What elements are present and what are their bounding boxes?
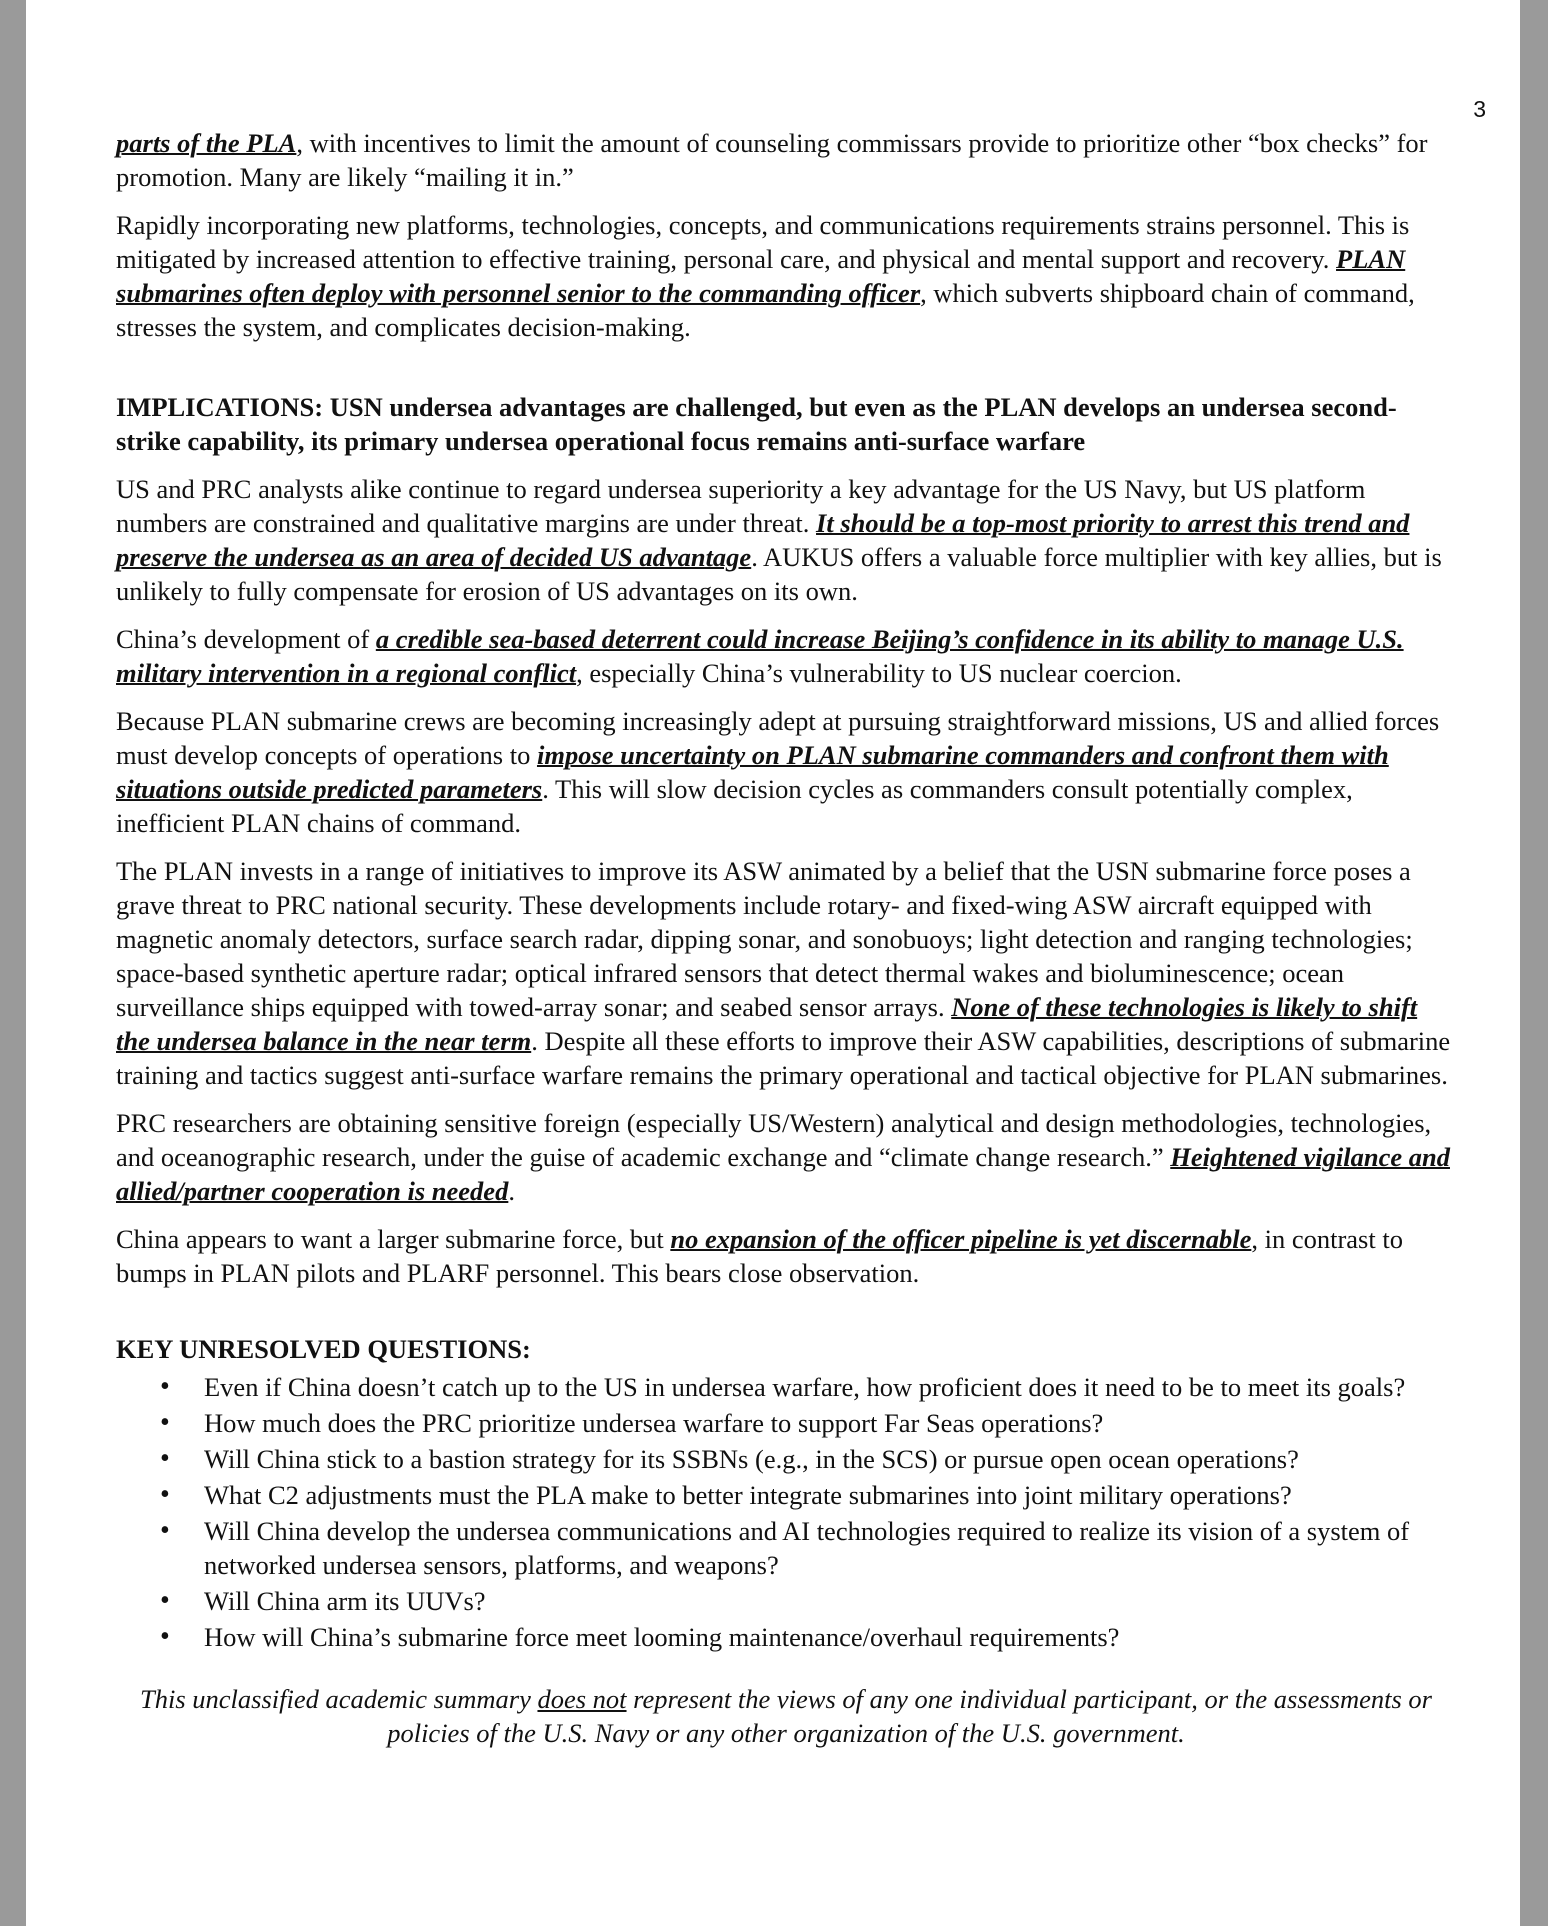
paragraph-personnel [116,208,1456,344]
emphasis-text: no expansion of the officer pipeline is yet discernable [670,1224,1252,1254]
list-item: • How much does the PRC prioritize undersea warfare to support Far Seas operations? [204,1406,1456,1440]
page-content [116,126,1456,1750]
paragraph-commissars [116,126,1456,194]
disclaimer-text: represent the views of any one individual participant, or the assessments or policies of the U.S. Navy or any other organization of the U.S. government. [387,1684,1432,1748]
body-text: , especially China’s vulnerability to US nuclear coercion. [576,658,1182,688]
emphasis-text: impose uncertainty on PLAN submarine commanders and confront them with situations outside predicted parameters [116,740,1389,804]
list-item: • Will China develop the undersea communications and AI technologies required to realize its vision of a system of networked undersea sensors, platforms, and weapons? [204,1514,1456,1582]
body-text: . AUKUS offers a valuable force multiplier with key allies, but is unlikely to fully compensate for erosion of US advantages on its own. [116,542,1442,606]
body-text: . This will slow decision cycles as commanders consult potentially complex, inefficient PLAN chains of command. [116,774,1353,838]
body-text: . Despite all these efforts to improve their ASW capabilities, descriptions of submarine training and tactics suggest anti-surface warfare remains the primary operational and tactical objective for PLAN submarines. [116,1026,1451,1090]
body-text: . [508,1176,515,1206]
emphasis-text: a credible sea-based deterrent could increase Beijing’s confidence in its ability to manage U.S. military intervention in a regional conflict [116,624,1404,688]
paragraph-asw [116,854,1456,1092]
list-item: • Will China stick to a bastion strategy for its SSBNs (e.g., in the SCS) or pursue open ocean operations? [204,1442,1456,1476]
emphasis-text: parts of the PLA [116,128,297,158]
paragraph-deterrent [116,622,1456,690]
document-page [26,0,1520,1926]
body-text: China’s development of [116,624,376,654]
implications-heading: IMPLICATIONS: USN undersea advantages are challenged, but even as the PLAN develops an undersea second-strike capability, its primary undersea operational focus remains anti-surface warfare [116,392,1397,456]
paragraph-undersea-superiority [116,472,1456,608]
body-text: , with incentives to limit the amount of counseling commissars provide to prioritize other “box checks” for promotion. Many are likely “mailing it in.” [116,128,1428,192]
emphasis-text: Heightened vigilance and allied/partner cooperation is needed [116,1142,1450,1206]
list-item: • Even if China doesn’t catch up to the US in undersea warfare, how proficient does it need to be to meet its goals? [204,1370,1456,1404]
body-text: , which subverts shipboard chain of command, stresses the system, and complicates decision-making. [116,278,1415,342]
body-text: Rapidly incorporating new platforms, technologies, concepts, and communications requirements strains personnel. This is mitigated by increased attention to effective training, personal care, and physical and mental support and recovery. [116,210,1410,274]
emphasis-text: PLAN submarines often deploy with personnel senior to the commanding officer [116,244,1406,308]
paragraph-researchers [116,1106,1456,1208]
disclaimer-emphasis: does not [537,1684,627,1714]
body-text: , in contrast to bumps in PLAN pilots and PLARF personnel. This bears close observation. [116,1224,1403,1288]
paragraph-crews [116,704,1456,840]
list-item: • What C2 adjustments must the PLA make to better integrate submarines into joint military operations? [204,1478,1456,1512]
body-text: US and PRC analysts alike continue to regard undersea superiority a key advantage for the US Navy, but US platform numbers are constrained and qualitative margins are under threat. [116,474,1366,538]
disclaimer-text: This unclassified academic summary [140,1684,538,1714]
emphasis-text: None of these technologies is likely to shift the undersea balance in the near term [116,992,1418,1056]
paragraph-submarine-force [116,1222,1456,1290]
questions-heading: KEY UNRESOLVED QUESTIONS: [116,1334,531,1364]
body-text: China appears to want a larger submarine force, but [116,1224,671,1254]
emphasis-text: It should be a top-most priority to arrest this trend and preserve the undersea as an area of decided US advantage [116,508,1410,572]
list-item: • How will China’s submarine force meet looming maintenance/overhaul requirements? [204,1620,1456,1654]
page-number: 3 [1473,96,1486,122]
disclaimer [116,1682,1456,1750]
body-text: The PLAN invests in a range of initiatives to improve its ASW animated by a belief that the USN submarine force poses a grave threat to PRC national security. These developments include rotary- and fixed-wing ASW aircraft equipped with magnetic anomaly detectors, surface search radar, dipping sonar, and sonobuoys; light detection and ranging technologies; space-based synthetic aperture radar; optical infrared sensors that detect thermal wakes and bioluminescence; ocean surveillance ships equipped with towed-array sonar; and seabed sensor arrays. [116,856,1413,1022]
list-item: • Will China arm its UUVs? [204,1584,1456,1618]
questions-list [116,1370,1456,1654]
body-text: PRC researchers are obtaining sensitive foreign (especially US/Western) analytical and design methodologies, technologies, and oceanographic research, under the guise of academic exchange and “climate change research.” [116,1108,1432,1172]
body-text: Because PLAN submarine crews are becoming increasingly adept at pursuing straightforward missions, US and allied forces must develop concepts of operations to [116,706,1440,770]
